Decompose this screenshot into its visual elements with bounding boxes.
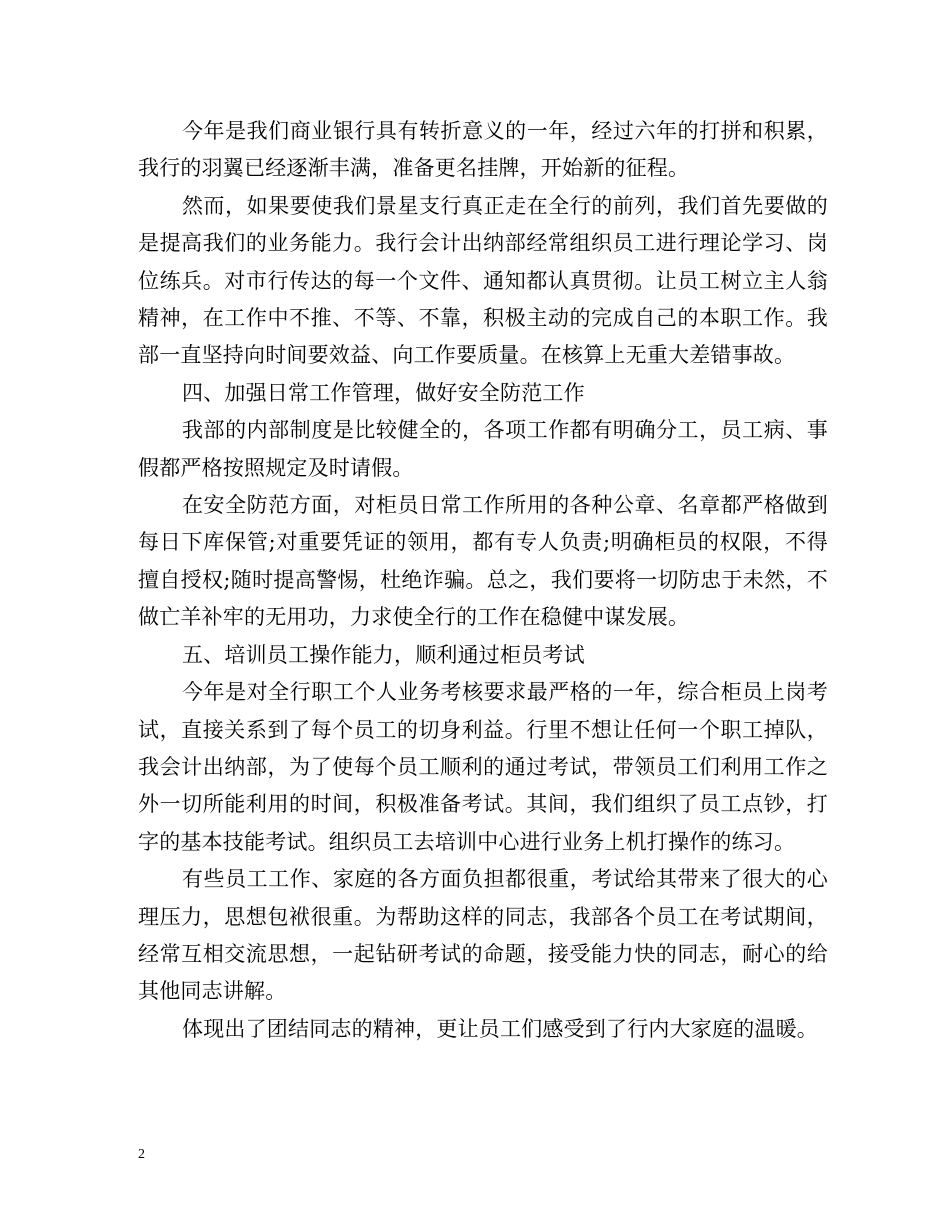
paragraph-internal-system: 我部的内部制度是比较健全的，各项工作都有明确分工，员工病、事假都严格按照规定及时请假。 — [138, 418, 828, 480]
paragraph-support: 有些员工工作、家庭的各方面负担都很重，考试给其带来了很大的心理压力，思想包袱很重。为帮助这样的同志，我部各个员工在考试期间，经常互相交流思想，一起钻研考试的命题，接受能力快的同志，耐心的给其他同志讲解。 — [138, 867, 828, 1004]
paragraph-unity: 体现出了团结同志的精神，更让员工们感受到了行内大家庭的温暖。 — [182, 1016, 818, 1041]
section-heading-4: 四、加强日常工作管理，做好安全防范工作 — [182, 380, 585, 405]
paragraph-training: 今年是对全行职工个人业务考核要求最严格的一年，综合柜员上岗考试，直接关系到了每个员工的切身利益。行里不想让任何一个职工掉队，我会计出纳部，为了使每个员工顺利的通过考试，带领员工们利用工作之外一切所能利用的时间，积极准备考试。其间，我们组织了员工点钞，打字的基本技能考试。组织员工去培训中心进行业务上机打操作的练习。 — [138, 680, 828, 854]
paragraph-intro: 今年是我们商业银行具有转折意义的一年，经过六年的打拼和积累，我行的羽翼已经逐渐丰满，准备更名挂牌，开始新的征程。 — [138, 119, 828, 181]
page-number: 2 — [138, 1147, 145, 1162]
document-body — [138, 113, 828, 1048]
section-heading-5: 五、培训员工操作能力，顺利通过柜员考试 — [182, 642, 585, 667]
paragraph-security: 在安全防范方面，对柜员日常工作所用的各种公章、名章都严格做到每日下库保管;对重要凭证的领用，都有专人负责;明确柜员的权限，不得擅自授权;随时提高警惕，杜绝诈骗。总之，我们要将一切防忠于未然，不做亡羊补牢的无用功，力求使全行的工作在稳健中谋发展。 — [138, 493, 828, 630]
paragraph-business-ability: 然而，如果要使我们景星支行真正走在全行的前列，我们首先要做的是提高我们的业务能力。我行会计出纳部经常组织员工进行理论学习、岗位练兵。对市行传达的每一个文件、通知都认真贯彻。让员工树立主人翁精神，在工作中不推、不等、不靠，积极主动的完成自己的本职工作。我部一直坚持向时间要效益、向工作要质量。在核算上无重大差错事故。 — [138, 193, 828, 368]
